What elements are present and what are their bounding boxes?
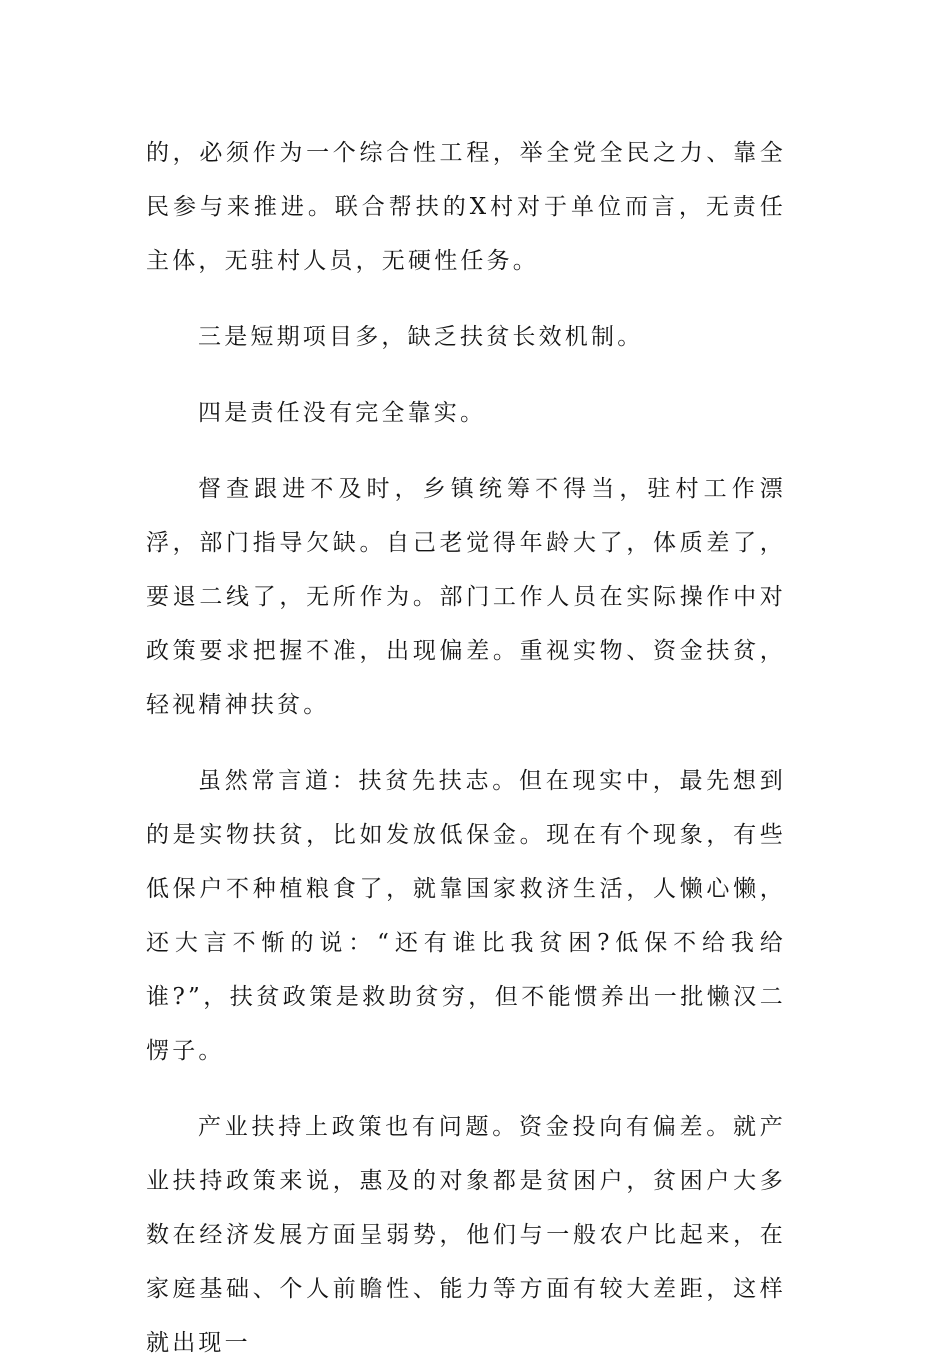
paragraph-2: 三是短期项目多，缺乏扶贫长效机制。 (198, 324, 644, 350)
paragraph-1: 的，必须作为一个综合性工程，举全党全民之力、靠全民参与来推进。联合帮扶的X村对于单位而言，无责任主体，无驻村人员，无硬性任务。 (146, 140, 786, 274)
paragraph-6: 产业扶持上政策也有问题。资金投向有偏差。就产业扶持政策来说，惠及的对象都是贫困户，贫困户大多数在经济发展方面呈弱势，他们与一般农户比起来，在家庭基础、个人前瞻性、能力等方面有较大差距，这样就出现一 (146, 1114, 786, 1356)
paragraph-3: 四是责任没有完全靠实。 (198, 400, 487, 426)
document-body (146, 126, 786, 1370)
paragraph-4: 督查跟进不及时，乡镇统筹不得当，驻村工作漂浮，部门指导欠缺。自己老觉得年龄大了，体质差了，要退二线了，无所作为。部门工作人员在实际操作中对政策要求把握不准，出现偏差。重视实物、资金扶贫，轻视精神扶贫。 (146, 476, 786, 718)
paragraph-5: 虽然常言道：扶贫先扶志。但在现实中，最先想到的是实物扶贫，比如发放低保金。现在有个现象，有些低保户不种植粮食了，就靠国家救济生活，人懒心懒，还大言不惭的说：“还有谁比我贫困?低保不给我给谁?”，扶贫政策是救助贫穷，但不能惯养出一批懒汉二愣子。 (146, 768, 786, 1064)
